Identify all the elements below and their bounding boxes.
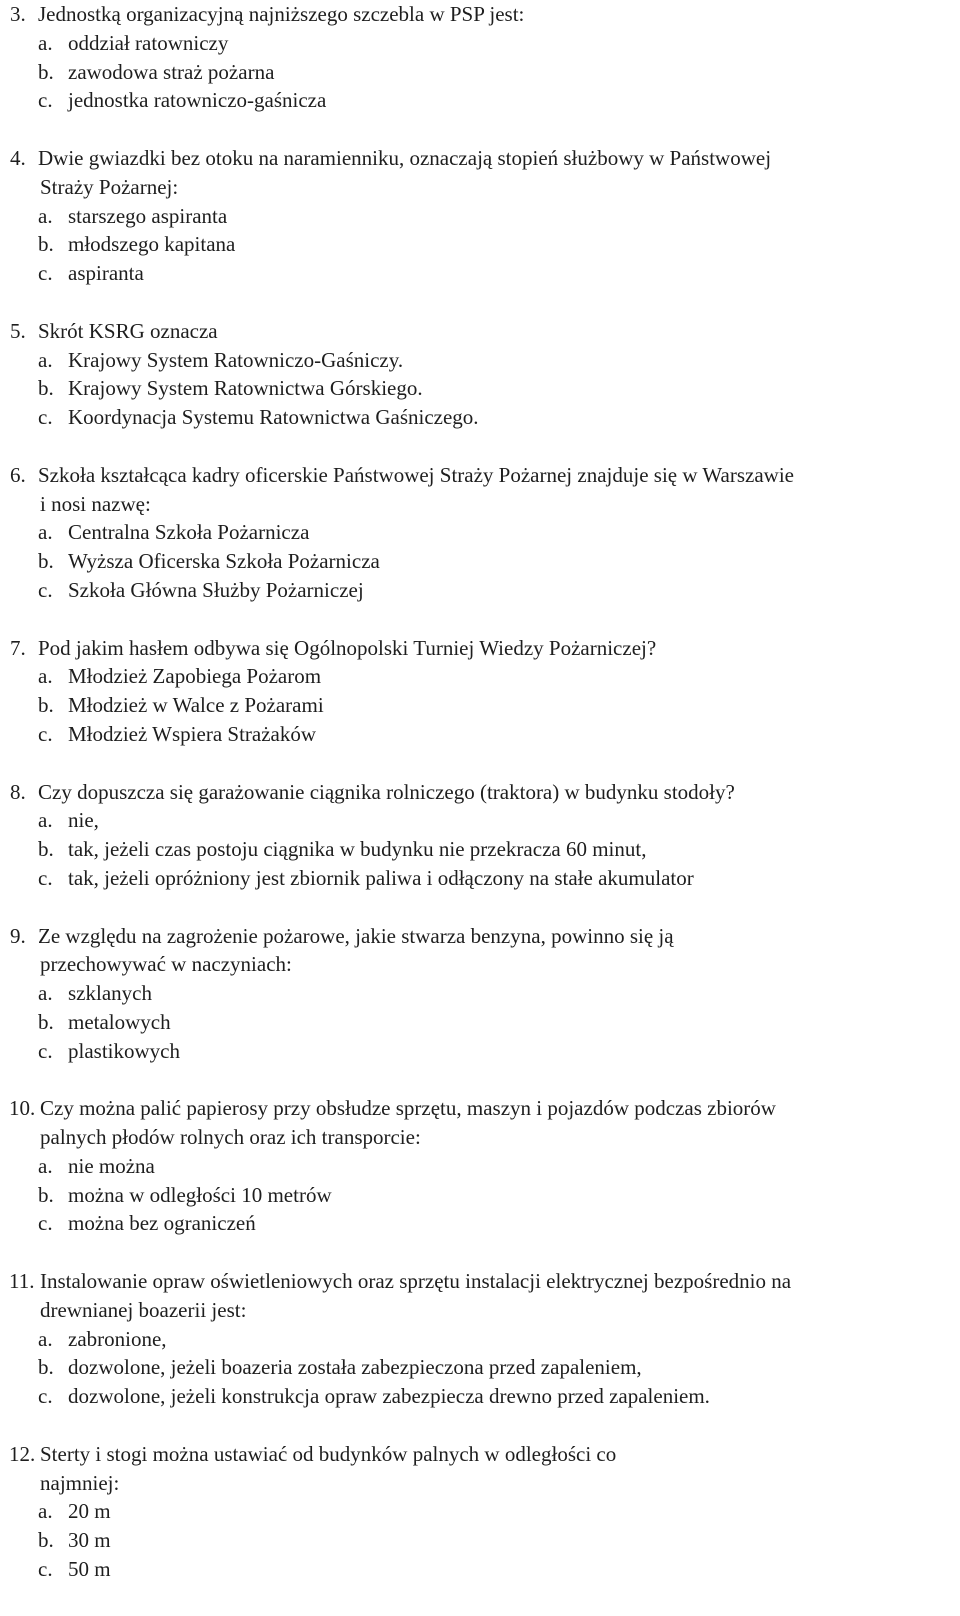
answer-letter: a. xyxy=(38,981,53,1006)
answer-text: można bez ograniczeń xyxy=(68,1211,256,1236)
question-text-line: Szkoła kształcąca kadry oficerskie Państwowej Straży Pożarnej znajduje się w Warszawie xyxy=(38,462,794,487)
question-text xyxy=(0,144,960,173)
question-number: 4. xyxy=(10,145,26,170)
answer-letter: a. xyxy=(38,1326,53,1351)
question-text-line: Ze względu na zagrożenie pożarowe, jakie stwarza benzyna, powinno się ją xyxy=(38,923,674,948)
answer-text: Szkoła Główna Służby Pożarniczej xyxy=(68,577,364,602)
answer-option xyxy=(0,86,960,115)
question-spacer xyxy=(0,1238,960,1267)
question-text xyxy=(0,778,960,807)
answer-letter: b. xyxy=(38,549,54,574)
question-block xyxy=(0,1267,960,1411)
answer-text: tak, jeżeli czas postoju ciągnika w budynku nie przekracza 60 minut, xyxy=(68,837,647,862)
answer-text: 20 m xyxy=(68,1499,111,1524)
question-text xyxy=(0,1267,960,1296)
question-text-line: Straży Pożarnej: xyxy=(40,174,179,199)
question-spacer xyxy=(0,749,960,778)
question-block xyxy=(0,778,960,893)
answer-letter: a. xyxy=(38,1153,53,1178)
answer-option xyxy=(0,864,960,893)
question-text-continued xyxy=(0,1469,960,1498)
answer-text: tak, jeżeli opróżniony jest zbiornik paliwa i odłączony na stałe akumulator xyxy=(68,865,694,890)
question-block xyxy=(0,461,960,605)
answer-option xyxy=(0,1555,960,1584)
answer-letter: b. xyxy=(38,1355,54,1380)
answer-option xyxy=(0,835,960,864)
answer-letter: c. xyxy=(38,1384,53,1409)
question-block xyxy=(0,922,960,1066)
answer-letter: b. xyxy=(38,693,54,718)
question-text-line: Dwie gwiazdki bez otoku na naramienniku, oznaczają stopień służbowy w Państwowej xyxy=(38,145,772,170)
question-text xyxy=(0,317,960,346)
answer-letter: a. xyxy=(38,203,53,228)
question-text-continued xyxy=(0,173,960,202)
question-block xyxy=(0,634,960,749)
answer-text: dozwolone, jeżeli boazeria została zabezpieczona przed zapaleniem, xyxy=(68,1355,642,1380)
question-spacer xyxy=(0,1065,960,1094)
answer-letter: b. xyxy=(38,59,54,84)
answer-option xyxy=(0,662,960,691)
answer-text: 30 m xyxy=(68,1528,111,1553)
answer-letter: a. xyxy=(38,808,53,833)
question-text-line: Czy można palić papierosy przy obsłudze sprzętu, maszyn i pojazdów podczas zbiorów xyxy=(40,1096,776,1121)
question-text-line: przechowywać w naczyniach: xyxy=(40,952,292,977)
answer-text: dozwolone, jeżeli konstrukcja opraw zabezpiecza drewno przed zapaleniem. xyxy=(68,1384,710,1409)
question-number: 5. xyxy=(10,318,26,343)
answer-letter: c. xyxy=(38,577,53,602)
answer-letter: a. xyxy=(38,347,53,372)
answer-option xyxy=(0,58,960,87)
answer-letter: b. xyxy=(38,1182,54,1207)
answer-letter: c. xyxy=(38,1557,53,1582)
answer-option xyxy=(0,403,960,432)
answer-option xyxy=(0,1382,960,1411)
question-spacer xyxy=(0,605,960,634)
question-text-line: Sterty i stogi można ustawiać od budynków palnych w odległości co xyxy=(40,1441,617,1466)
answer-option xyxy=(0,1209,960,1238)
question-text-line: i nosi nazwę: xyxy=(40,491,151,516)
answer-option xyxy=(0,29,960,58)
answer-letter: c. xyxy=(38,865,53,890)
question-number: 7. xyxy=(10,635,26,660)
question-text-continued xyxy=(0,1123,960,1152)
question-block xyxy=(0,1440,960,1584)
question-text-line: Instalowanie opraw oświetleniowych oraz sprzętu instalacji elektrycznej bezpośrednio na xyxy=(40,1269,792,1294)
question-text-line: palnych płodów rolnych oraz ich transporcie: xyxy=(40,1125,421,1150)
question-text xyxy=(0,1440,960,1469)
answer-text: 50 m xyxy=(68,1557,111,1582)
answer-text: zawodowa straż pożarna xyxy=(68,59,275,84)
answer-option xyxy=(0,691,960,720)
answer-option xyxy=(0,230,960,259)
question-text-continued xyxy=(0,490,960,519)
answer-letter: c. xyxy=(38,88,53,113)
answer-text: Krajowy System Ratowniczo-Gaśniczy. xyxy=(68,347,404,372)
question-block xyxy=(0,1094,960,1238)
question-text xyxy=(0,634,960,663)
answer-text: jednostka ratowniczo-gaśnicza xyxy=(68,88,327,113)
answer-letter: c. xyxy=(38,1211,53,1236)
question-block xyxy=(0,144,960,288)
answer-text: oddział ratowniczy xyxy=(68,30,229,55)
answer-text: Młodzież Wspiera Strażaków xyxy=(68,721,317,746)
answer-option xyxy=(0,1152,960,1181)
answer-option xyxy=(0,1008,960,1037)
answer-text: nie, xyxy=(68,808,99,833)
answer-option xyxy=(0,1037,960,1066)
answer-text: można w odległości 10 metrów xyxy=(68,1182,332,1207)
answer-text: nie można xyxy=(68,1153,155,1178)
answer-text: Młodzież w Walce z Pożarami xyxy=(68,693,324,718)
question-text xyxy=(0,922,960,951)
question-number: 8. xyxy=(10,779,26,804)
answer-text: metalowych xyxy=(68,1009,171,1034)
question-block xyxy=(0,0,960,115)
answer-option xyxy=(0,1497,960,1526)
answer-letter: a. xyxy=(38,1499,53,1524)
question-number: 6. xyxy=(10,462,26,487)
answer-option xyxy=(0,1526,960,1555)
answer-text: Młodzież Zapobiega Pożarom xyxy=(68,664,322,689)
answer-text: młodszego kapitana xyxy=(68,232,236,257)
question-text-continued xyxy=(0,1296,960,1325)
answer-text: aspiranta xyxy=(68,261,144,286)
question-spacer xyxy=(0,115,960,144)
answer-text: zabronione, xyxy=(68,1326,167,1351)
question-spacer xyxy=(0,288,960,317)
question-text xyxy=(0,0,960,29)
answer-letter: c. xyxy=(38,1038,53,1063)
answer-option xyxy=(0,1325,960,1354)
answer-option xyxy=(0,547,960,576)
question-text-line: Jednostką organizacyjną najniższego szczebla w PSP jest: xyxy=(38,2,525,26)
answer-option xyxy=(0,979,960,1008)
answer-text: Krajowy System Ratownictwa Górskiego. xyxy=(68,376,423,401)
answer-option xyxy=(0,1353,960,1382)
answer-option xyxy=(0,1181,960,1210)
answer-letter: b. xyxy=(38,232,54,257)
answer-option xyxy=(0,259,960,288)
question-number: 9. xyxy=(10,923,26,948)
answer-option xyxy=(0,576,960,605)
answer-letter: a. xyxy=(38,664,53,689)
question-spacer xyxy=(0,893,960,922)
answer-option xyxy=(0,806,960,835)
answer-letter: a. xyxy=(38,520,53,545)
answer-text: Centralna Szkoła Pożarnicza xyxy=(68,520,310,545)
answer-option xyxy=(0,346,960,375)
question-spacer xyxy=(0,1411,960,1440)
question-text-line: najmniej: xyxy=(40,1470,120,1495)
answer-letter: b. xyxy=(38,376,54,401)
question-number: 3. xyxy=(10,2,26,26)
answer-letter: b. xyxy=(38,1009,54,1034)
question-text-continued xyxy=(0,950,960,979)
question-number: 12. xyxy=(9,1441,36,1466)
question-text xyxy=(0,461,960,490)
answer-text: Wyższa Oficerska Szkoła Pożarnicza xyxy=(68,549,380,574)
question-text-line: drewnianej boazerii jest: xyxy=(40,1297,247,1322)
answer-option xyxy=(0,202,960,231)
question-number: 11. xyxy=(9,1269,35,1294)
answer-option xyxy=(0,374,960,403)
answer-letter: a. xyxy=(38,30,53,55)
answer-text: Koordynacja Systemu Ratownictwa Gaśniczego. xyxy=(68,405,479,430)
question-text-line: Pod jakim hasłem odbywa się Ogólnopolski Turniej Wiedzy Pożarniczej? xyxy=(38,635,657,660)
answer-text: plastikowych xyxy=(68,1038,180,1063)
question-text xyxy=(0,1094,960,1123)
answer-option xyxy=(0,518,960,547)
answer-option xyxy=(0,720,960,749)
answer-letter: b. xyxy=(38,837,54,862)
question-text-line: Czy dopuszcza się garażowanie ciągnika rolniczego (traktora) w budynku stodoły? xyxy=(38,779,735,804)
question-text-line: Skrót KSRG oznacza xyxy=(38,318,218,343)
answer-letter: c. xyxy=(38,405,53,430)
answer-letter: b. xyxy=(38,1528,54,1553)
question-block xyxy=(0,317,960,432)
question-number: 10. xyxy=(9,1096,36,1121)
question-spacer xyxy=(0,432,960,461)
answer-letter: c. xyxy=(38,721,53,746)
answer-letter: c. xyxy=(38,261,53,286)
answer-text: starszego aspiranta xyxy=(68,203,228,228)
answer-text: szklanych xyxy=(68,981,152,1006)
